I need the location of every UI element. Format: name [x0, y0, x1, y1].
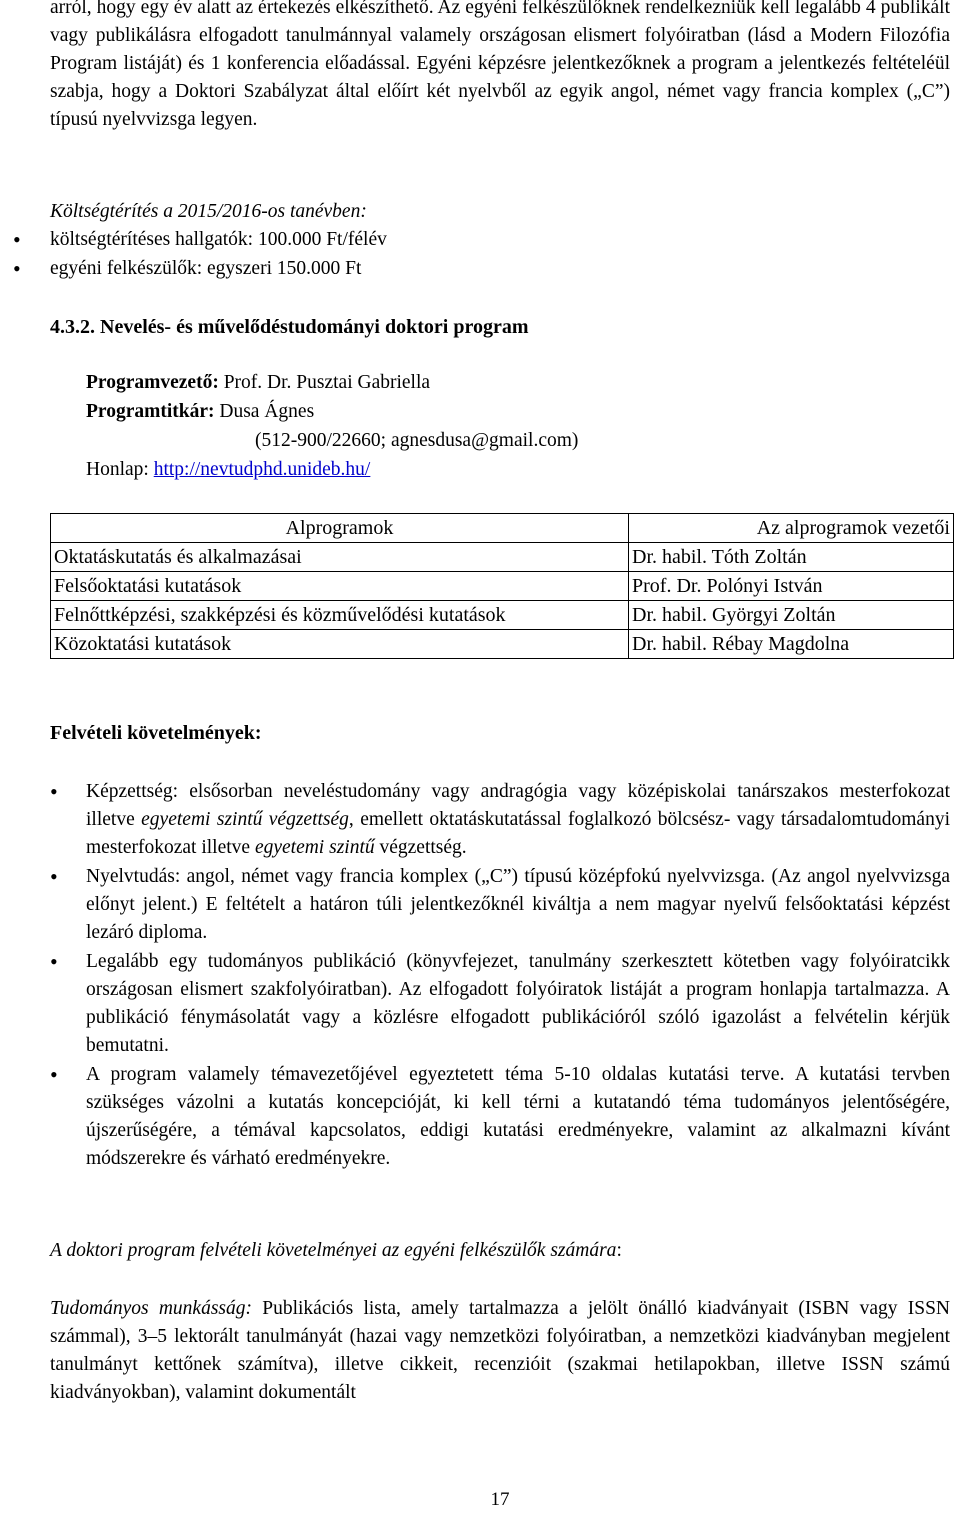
homepage-link[interactable]: http://nevtudphd.unideb.hu/	[153, 459, 371, 480]
program-leader-label: Programvezető:	[86, 372, 219, 393]
table-row	[51, 543, 954, 572]
table-header-row	[51, 514, 954, 543]
requirement-item	[86, 778, 950, 862]
requirement-text: , emellett oktatáskutatással foglalkozó bölcsész- vagy társadalomtudományi mesterfokozat illetve	[86, 809, 951, 858]
table-row	[51, 601, 954, 630]
costs-title: Költségtérítés a 2015/2016-os tanévben:	[50, 201, 367, 222]
requirement-education	[86, 778, 950, 862]
individual-requirements-title	[50, 1237, 622, 1265]
requirement-research-plan: • A program valamely témavezetőjével egyeztetett téma 5-10 oldalas kutatási terve. A kutatási tervben szükséges vázolni a kutatás koncepcióját, ki kell térni a kutatandó téma tudományos jelentőségére, újszerűségére, a témával kapcsolatos, eddigi kutatási eredményekre, valamint az alkalmazni kívánt módszerekre és várható eredményekre.	[86, 1064, 950, 1169]
homepage-line	[86, 456, 578, 485]
program-contact: (512-900/22660; agnesdusa@gmail.com)	[255, 430, 579, 451]
program-secretary-label: Programtitkár:	[86, 401, 215, 422]
program-secretary-line	[86, 398, 578, 427]
requirement-text: végzettség.	[374, 837, 467, 858]
requirement-language: • Nyelvtudás: angol, német vagy francia komplex („C”) típusú középfokú nyelvvizsga. (Az angol nyelvvizsga előnyt jelent.) E feltételt a határon túli jelentkezőknél kiváltja a nem magyar nyelvű felsőoktatási képzést lezáró diploma.	[86, 866, 950, 943]
costs-item-text: költségtérítéses hallgatók: 100.000 Ft/félév	[50, 229, 387, 250]
page-number: 17	[490, 1489, 510, 1510]
requirement-publication: • Legalább egy tudományos publikáció (könyvfejezet, tanulmány szerkesztett kötetben vagy folyóiratcikk országosan elismert szakfolyóiratban). Az elfogadott folyóiratok listáját a program honlapja tartalmazza. A publikáció fénymásolatát vagy a közlésre elfogadott publikációról szóló igazolást a felvételin kérjük bemutatni.	[86, 951, 950, 1056]
subprogram-leader: Dr. habil. Rébay Magdolna	[629, 630, 954, 659]
subprograms-table	[50, 513, 954, 659]
program-title: 4.3.2. Nevelés- és művelődéstudományi doktori program	[50, 316, 529, 338]
program-secretary: Dusa Ágnes	[219, 401, 315, 422]
costs-list	[50, 226, 387, 284]
subprogram-leader: Dr. habil. Györgyi Zoltán	[629, 601, 954, 630]
scientific-work-label: Tudományos munkásság:	[50, 1298, 252, 1319]
requirement-text: Képzettség: elsősorban neveléstudomány vagy andragógia vagy középiskolai tanárszakos mesterfokozat illetve	[86, 781, 950, 830]
requirements-title: Felvételi követelmények:	[50, 722, 262, 744]
table-header-subprograms: Alprogramok	[51, 514, 629, 543]
table-row	[51, 572, 954, 601]
requirement-item	[86, 863, 950, 947]
intro-paragraph: arról, hogy egy év alatt az értekezés elkészíthető. Az egyéni felkészülőknek rendelkezniük kell legalább 4 publikált vagy publikálásra elfogadott tanulmánnyal valamely országosan elismert folyóiratban (lásd a Modern Filozófia Program listáját) és 1 konferencia előadással. Egyéni képzésre jelentkezőknek a program a jelentkezés feltételéül szabja, hogy a Doktori Szabályzat által előírt két nyelvből az egyik angol, német vagy francia komplex („C”) típusú nyelvvizsga legyen.	[50, 0, 950, 130]
individual-title-colon: :	[616, 1240, 622, 1261]
subprogram-leader: Dr. habil. Tóth Zoltán	[629, 543, 954, 572]
program-leader-line	[86, 369, 578, 398]
costs-item	[50, 255, 387, 284]
subprogram-name: Felnőttképzési, szakképzési és közművelődési kutatások	[51, 601, 629, 630]
subprogram-name: Felsőoktatási kutatások	[51, 572, 629, 601]
table-header-leaders: Az alprogramok vezetői	[629, 514, 954, 543]
costs-item-text: egyéni felkészülők: egyszeri 150.000 Ft	[50, 258, 362, 279]
individual-title-text: A doktori program felvételi követelményei az egyéni felkészülők számára	[50, 1240, 617, 1261]
requirement-emphasis: egyetemi szintű	[254, 837, 375, 858]
homepage-label: Honlap:	[86, 459, 149, 480]
subprogram-name: Közoktatási kutatások	[51, 630, 629, 659]
requirement-item	[86, 948, 950, 1060]
scientific-work-text: Publikációs lista, amely tartalmazza a jelölt önálló kiadványait (ISBN vagy ISSN számmal), 3–5 lektorált tanulmányát (hazai vagy nemzetközi folyóiratban, a nemzetközi kiadványban megjelent tanulmányt kettőnek számítva), illetve cikkeit, recenzióit (szakmai hetilapokban, illetve ISSN számú kiadványokban), valamint dokumentált	[50, 1298, 950, 1403]
requirements-list	[86, 778, 950, 1174]
costs-item	[50, 226, 387, 255]
program-leader: Prof. Dr. Pusztai Gabriella	[223, 372, 431, 393]
program-info	[86, 369, 578, 485]
subprogram-leader: Prof. Dr. Polónyi István	[629, 572, 954, 601]
requirement-item	[86, 1061, 950, 1173]
scientific-work-paragraph	[50, 1295, 950, 1407]
requirement-emphasis: egyetemi szintű végzettség	[141, 809, 349, 830]
subprogram-name: Oktatáskutatás és alkalmazásai	[51, 543, 629, 572]
table-row	[51, 630, 954, 659]
